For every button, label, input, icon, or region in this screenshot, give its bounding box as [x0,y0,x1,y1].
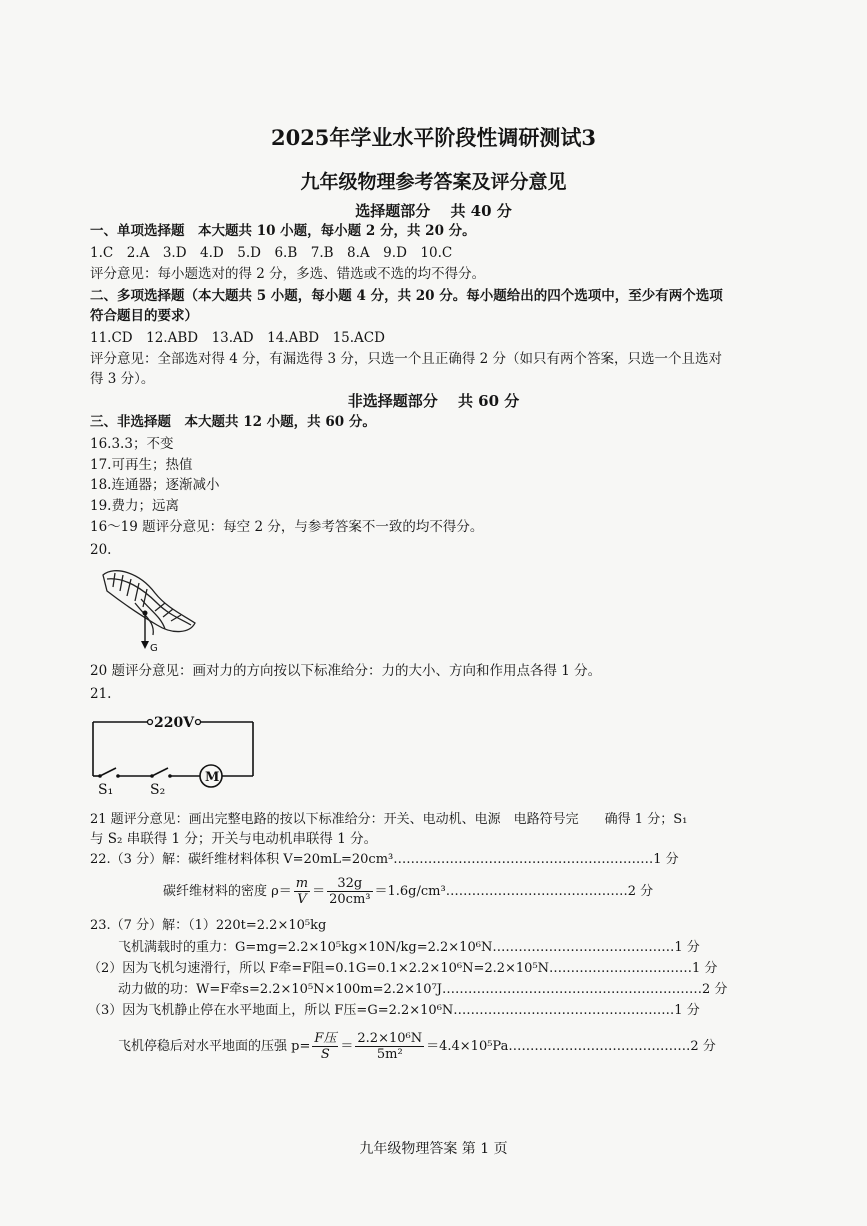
page-subtitle: 九年级物理参考答案及评分意见 [300,171,567,193]
section-choice-heading: 选择题部分 共 40 分 [355,202,512,220]
motor-icon: M [205,770,220,785]
answer-23-pressure-force: （3）因为飞机静止停在水平地面上，所以 F压=G=2.2×10⁶N……………………………………………1 分 [88,1003,700,1018]
answer-22-volume: 22.（3 分）解：碳纤维材料体积 V=20mL=20cm³……………………………………………………1 分 [90,852,679,867]
voltage-label: 220V [154,715,195,731]
q21-circuit-diagram [88,708,263,796]
gravity-label: G [150,643,158,654]
answer-23-work: 动力做的功：W=F牵s=2.2×10⁵N×100m=2.2×10⁷J……………………………………………………2 分 [118,982,728,997]
page-title: 2025年学业水平阶段性调研测试3 [270,125,597,150]
part1-note: 评分意见：每小题选对的得 2 分，多选、错选或不选的均不得分。 [90,266,486,282]
answer-23-gravity: 飞机满载时的重力：G=mg=2.2×10⁵kg×10N/kg=2.2×10⁶N……………………………………1 分 [118,940,700,955]
part2-answers: 11.CD 12.ABD 13.AD 14.ABD 15.ACD [90,330,385,346]
pressure-result: ＝4.4×10⁵Pa……………………………………2 分 [426,1039,716,1054]
fraction-numerator: m [295,876,309,891]
answer-22-density [163,870,653,914]
answer-18: 18.连通器；逐渐减小 [90,477,220,493]
part3-heading: 三、非选择题 本大题共 12 小题，共 60 分。 [90,414,376,430]
switch-s1-label: S₁ [98,782,114,796]
fraction-numerator: 2.2×10⁶N [357,1031,423,1046]
note-21-line1: 21 题评分意见：画出完整电路的按以下标准给分：开关、电动机、电源 电路符号完 确得 1 分；S₁ [90,812,688,827]
density-fraction-values [327,876,372,907]
note-16-19: 16～19 题评分意见：每空 2 分，与参考答案不一致的均不得分。 [90,519,484,535]
density-fraction-mv [294,876,310,907]
fraction-denominator: S [320,1047,330,1062]
q20-force-diagram [95,563,205,658]
answer-23-force: （2）因为飞机匀速滑行，所以 F牵=F阻=0.1G=0.1×2.2×10⁶N=2.2×10⁵N……………………………1 分 [88,961,718,976]
fraction-numerator: F压 [314,1031,337,1046]
page-footer: 九年级物理答案 第 1 页 [359,1141,508,1157]
fraction-numerator: 32g [327,876,372,892]
question-20-label: 20. [90,542,112,558]
part2-heading-line1: 二、多项选择题（本大题共 5 小题，每小题 4 分，共 20 分。每小题给出的四个选项中，至少有两个选项 [90,288,723,304]
equals-sign: ＝ [340,1039,354,1054]
density-result: ＝1.6g/cm³……………………………………2 分 [374,884,654,899]
switch-s2-label: S₂ [150,782,166,796]
section-nonchoice-heading: 非选择题部分 共 60 分 [347,392,520,410]
part1-heading: 一、单项选择题 本大题共 10 小题，每小题 2 分，共 20 分。 [90,223,476,239]
part2-heading-line2: 符合题目的要求） [90,308,198,324]
answer-19: 19.费力；远离 [90,498,179,514]
note-21-line2: 与 S₂ 串联得 1 分；开关与电动机串联得 1 分。 [90,831,378,847]
question-21-label: 21. [90,686,112,702]
note-20: 20 题评分意见：画对力的方向按以下标准给分：力的大小、方向和作用点各得 1 分。 [90,663,602,679]
part2-note-line2: 得 3 分）。 [90,371,155,387]
part2-note-line1: 评分意见：全部选对得 4 分，有漏选得 3 分，只选一个且正确得 2 分（如只有两个答案，只选一个且选对 [90,351,723,367]
pressure-fraction-values [355,1031,424,1062]
answer-16: 16.3.3；不变 [90,436,174,452]
equals-sign: ＝ [312,884,326,899]
answer-23-pressure [118,1025,716,1069]
answer-23-mass: 23.（7 分）解：（1）220t=2.2×10⁵kg [90,918,327,933]
pressure-fraction-fs [312,1031,338,1062]
pressure-prefix: 飞机停稳后对水平地面的压强 p= [118,1039,311,1054]
density-prefix: 碳纤维材料的密度 ρ＝ [163,884,292,899]
fraction-denominator: 20cm³ [329,892,371,907]
answer-17: 17.可再生；热值 [90,457,193,473]
fraction-denominator: V [297,892,307,907]
fraction-denominator: 5m² [376,1047,403,1062]
part1-answers: 1.C 2.A 3.D 4.D 5.D 6.B 7.B 8.A 9.D 10.C [90,245,453,261]
